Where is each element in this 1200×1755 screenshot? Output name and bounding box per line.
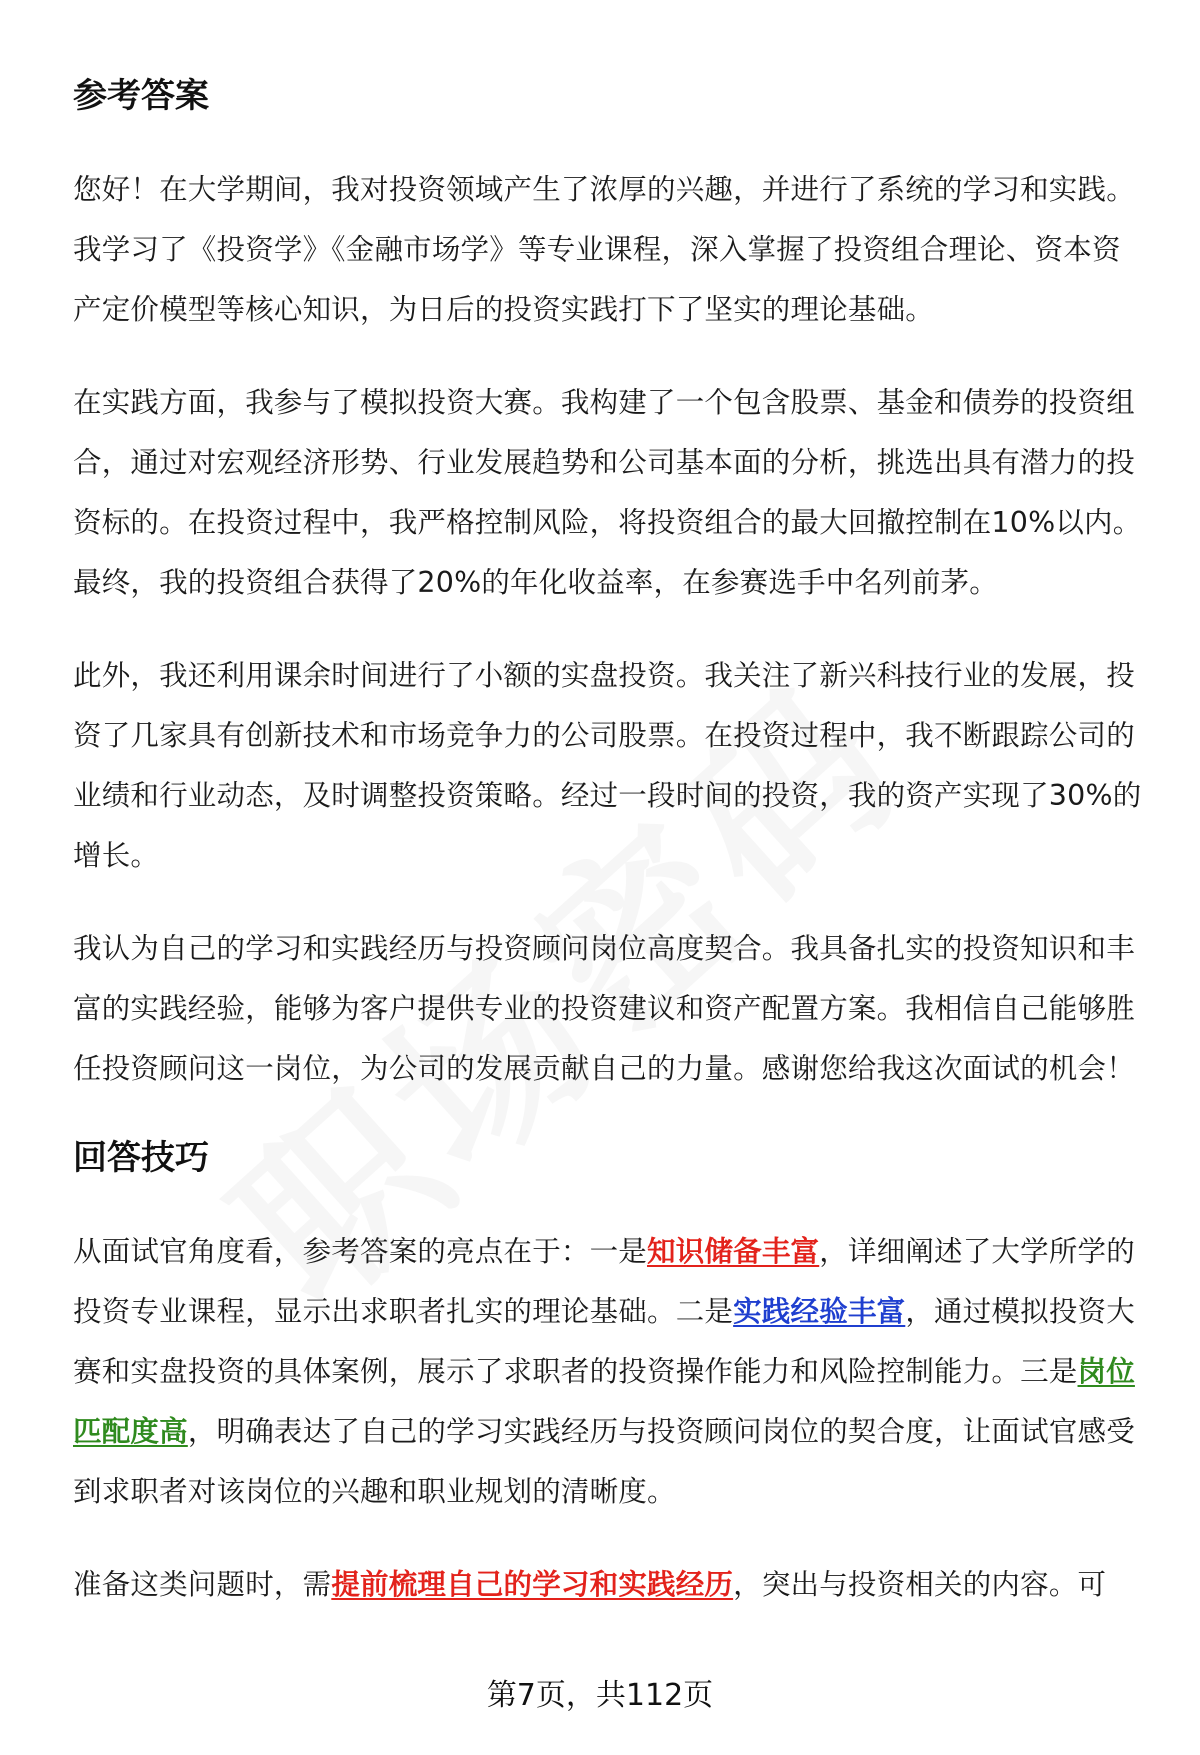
highlight-knowledge: 知识储备丰富 (647, 1235, 820, 1268)
page-content (73, 70, 1143, 1615)
tips-paragraph-1 (73, 1222, 1143, 1522)
section-heading-tips: 回答技巧 (73, 1138, 209, 1178)
answer-paragraph-1: 您好！在大学期间，我对投资领域产生了浓厚的兴趣，并进行了系统的学习和实践。我学习了《投资学》《金融市场学》等专业课程，深入掌握了投资组合理论、资本资产定价模型等核心知识，为日后的投资实践打下了坚实的理论基础。 (73, 173, 1135, 326)
tips-text: ，详细阐述了大学所学的投资专业课程，显示出求职者扎实的理论基础。二是 (73, 1235, 1135, 1328)
highlight-fit: 岗位匹配度高 (73, 1355, 1135, 1448)
tips-text: ，突出与投资相关的内容。可 (733, 1568, 1107, 1601)
page-number: 第7页，共112页 (486, 1678, 714, 1713)
tips-paragraph-2 (73, 1555, 1143, 1615)
tips-text: ，通过模拟投资大赛和实盘投资的具体案例，展示了求职者的投资操作能力和风险控制能力。三是 (73, 1295, 1135, 1388)
answer-paragraph-4: 我认为自己的学习和实践经历与投资顾问岗位高度契合。我具备扎实的投资知识和丰富的实践经验，能够为客户提供专业的投资建议和资产配置方案。我相信自己能够胜任投资顾问这一岗位，为公司的发展贡献自己的力量。感谢您给我这次面试的机会！ (73, 932, 1135, 1085)
tips-text: 从面试官角度看，参考答案的亮点在于：一是 (73, 1235, 648, 1268)
answer-paragraph-2: 在实践方面，我参与了模拟投资大赛。我构建了一个包含股票、基金和债券的投资组合，通过对宏观经济形势、行业发展趋势和公司基本面的分析，挑选出具有潜力的投资标的。在投资过程中，我严格控制风险，将投资组合的最大回撤控制在10%以内。最终，我的投资组合获得了20%的年化收益率，在参赛选手中名列前茅。 (73, 386, 1142, 599)
highlight-prepare: 提前梳理自己的学习和实践经历 (331, 1568, 734, 1601)
answer-paragraph-3: 此外，我还利用课余时间进行了小额的实盘投资。我关注了新兴科技行业的发展，投资了几家具有创新技术和市场竞争力的公司股票。在投资过程中，我不断跟踪公司的业绩和行业动态，及时调整投资策略。经过一段时间的投资，我的资产实现了30%的增长。 (73, 659, 1142, 872)
tips-text: 准备这类问题时，需 (73, 1568, 332, 1601)
highlight-practice: 实践经验丰富 (733, 1295, 906, 1328)
tips-text: ，明确表达了自己的学习实践经历与投资顾问岗位的契合度，让面试官感受到求职者对该岗位的兴趣和职业规划的清晰度。 (73, 1415, 1135, 1508)
section-heading-answer: 参考答案 (73, 76, 209, 116)
